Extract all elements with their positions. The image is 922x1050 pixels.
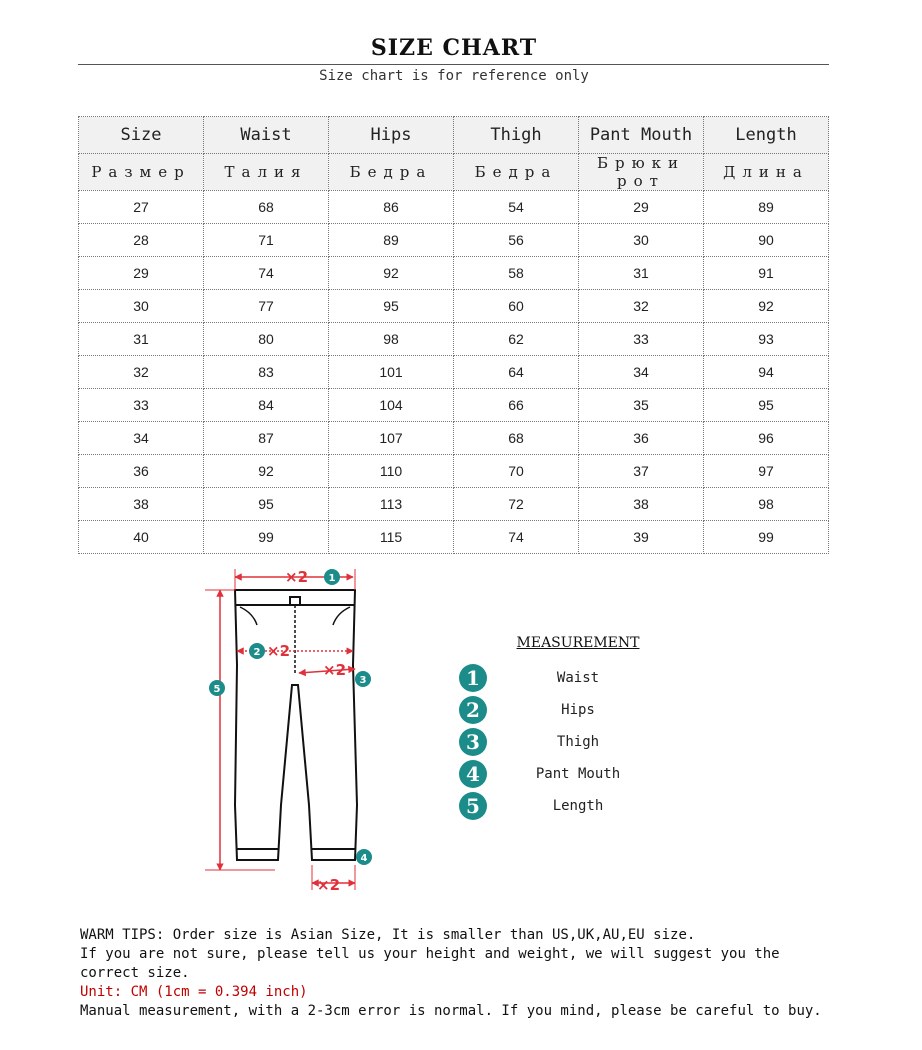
table-cell: 37 xyxy=(579,455,704,488)
legend-item-waist xyxy=(459,664,679,692)
mouth-times2: ×2 xyxy=(317,876,341,894)
badge-1-text: 1 xyxy=(328,573,336,584)
table-cell: 107 xyxy=(329,422,454,455)
title-divider xyxy=(78,64,829,65)
table-cell: 36 xyxy=(579,422,704,455)
table-cell: 32 xyxy=(579,290,704,323)
table-cell: 86 xyxy=(329,191,454,224)
legend-item-pant-mouth xyxy=(459,760,679,788)
table-cell: 35 xyxy=(579,389,704,422)
table-cell: 95 xyxy=(204,488,329,521)
badge-3-text: 3 xyxy=(359,675,367,686)
table-cell: 27 xyxy=(79,191,204,224)
badge-4-icon: 4 xyxy=(459,760,487,788)
table-cell: 74 xyxy=(204,257,329,290)
table-header-ru xyxy=(79,154,829,191)
badge-5 xyxy=(209,680,225,696)
table-cell: 97 xyxy=(704,455,829,488)
legend-label-hips: Hips xyxy=(561,702,595,718)
table-cell: 36 xyxy=(79,455,204,488)
table-cell: 83 xyxy=(204,356,329,389)
pants-outline xyxy=(235,590,357,860)
tip-warm: WARM TIPS: Order size is Asian Size, It is smaller than US,UK,AU,EU size. xyxy=(80,927,696,943)
table-cell: 89 xyxy=(329,224,454,257)
table-row xyxy=(79,257,829,290)
table-cell: 92 xyxy=(704,290,829,323)
table-cell: 92 xyxy=(329,257,454,290)
table-cell: 77 xyxy=(204,290,329,323)
table-cell: 70 xyxy=(454,455,579,488)
table-row xyxy=(79,290,829,323)
table-cell: 110 xyxy=(329,455,454,488)
header-waist-ru: Талия xyxy=(204,154,329,191)
badge-1 xyxy=(324,569,340,585)
table-cell: 74 xyxy=(454,521,579,554)
table-cell: 29 xyxy=(79,257,204,290)
legend-label-thigh: Thigh xyxy=(556,734,600,750)
pants-diagram xyxy=(195,565,395,895)
table-row xyxy=(79,191,829,224)
legend-item-length xyxy=(459,792,679,820)
table-cell: 39 xyxy=(579,521,704,554)
table-cell: 32 xyxy=(79,356,204,389)
legend-label-waist: Waist xyxy=(556,670,600,686)
warm-tips xyxy=(80,926,830,1021)
table-cell: 38 xyxy=(579,488,704,521)
tip-unsure: If you are not sure, please tell us your height and weight, we will suggest you the correct size. xyxy=(80,946,780,981)
table-cell: 95 xyxy=(704,389,829,422)
waist-times2: ×2 xyxy=(285,568,309,586)
thigh-times2: ×2 xyxy=(323,661,347,679)
table-cell: 56 xyxy=(454,224,579,257)
table-cell: 115 xyxy=(329,521,454,554)
table-cell: 34 xyxy=(79,422,204,455)
hips-times2: ×2 xyxy=(267,642,291,660)
table-cell: 31 xyxy=(79,323,204,356)
table-cell: 71 xyxy=(204,224,329,257)
table-cell: 68 xyxy=(204,191,329,224)
page-subtitle: Size chart is for reference only xyxy=(319,68,589,84)
size-table xyxy=(78,116,829,554)
tip-manual: Manual measurement, with a 2-3cm error is normal. If you mind, please be careful to buy. xyxy=(80,1003,822,1019)
table-cell: 94 xyxy=(704,356,829,389)
table-row xyxy=(79,455,829,488)
badge-5-icon: 5 xyxy=(459,792,487,820)
page-title: SIZE CHART xyxy=(370,35,538,61)
table-cell: 60 xyxy=(454,290,579,323)
table-cell: 89 xyxy=(704,191,829,224)
table-cell: 54 xyxy=(454,191,579,224)
table-cell: 33 xyxy=(79,389,204,422)
table-body xyxy=(79,191,829,554)
table-row xyxy=(79,356,829,389)
badge-4-text: 4 xyxy=(360,853,368,864)
table-cell: 92 xyxy=(204,455,329,488)
badge-2 xyxy=(249,643,265,659)
table-row xyxy=(79,224,829,257)
badge-5-text: 5 xyxy=(213,684,221,695)
header-thigh-ru: Бедра xyxy=(454,154,579,191)
table-cell: 30 xyxy=(579,224,704,257)
legend-label-pant-mouth: Pant Mouth xyxy=(535,766,621,782)
table-cell: 40 xyxy=(79,521,204,554)
table-cell: 98 xyxy=(704,488,829,521)
header-waist: Waist xyxy=(204,117,329,154)
table-cell: 72 xyxy=(454,488,579,521)
header-hips: Hips xyxy=(329,117,454,154)
table-cell: 99 xyxy=(704,521,829,554)
table-cell: 66 xyxy=(454,389,579,422)
table-cell: 62 xyxy=(454,323,579,356)
table-cell: 96 xyxy=(704,422,829,455)
badge-2-icon: 2 xyxy=(459,696,487,724)
table-cell: 33 xyxy=(579,323,704,356)
table-cell: 58 xyxy=(454,257,579,290)
table-cell: 101 xyxy=(329,356,454,389)
header-size-ru: Размер xyxy=(79,154,204,191)
header-pant-mouth: Pant Mouth xyxy=(579,117,704,154)
legend-item-thigh xyxy=(459,728,679,756)
table-cell: 38 xyxy=(79,488,204,521)
header-pant-mouth-ru: Брюки рот xyxy=(579,154,704,191)
table-cell: 113 xyxy=(329,488,454,521)
table-cell: 34 xyxy=(579,356,704,389)
table-cell: 98 xyxy=(329,323,454,356)
legend-label-length: Length xyxy=(552,798,604,814)
badge-2-text: 2 xyxy=(253,647,261,658)
table-row xyxy=(79,488,829,521)
header-hips-ru: Бедра xyxy=(329,154,454,191)
header-length: Length xyxy=(704,117,829,154)
table-row xyxy=(79,323,829,356)
header-length-ru: Длина xyxy=(704,154,829,191)
badge-3-icon: 3 xyxy=(459,728,487,756)
table-cell: 68 xyxy=(454,422,579,455)
measurement-lines xyxy=(205,569,355,890)
table-row xyxy=(79,389,829,422)
table-cell: 28 xyxy=(79,224,204,257)
header-size: Size xyxy=(79,117,204,154)
table-cell: 31 xyxy=(579,257,704,290)
table-cell: 90 xyxy=(704,224,829,257)
tip-unit: Unit: CM (1cm = 0.394 inch) xyxy=(80,984,308,1000)
table-cell: 99 xyxy=(204,521,329,554)
table-header-en xyxy=(79,117,829,154)
table-row xyxy=(79,422,829,455)
table-row xyxy=(79,521,829,554)
table-cell: 91 xyxy=(704,257,829,290)
badge-1-icon: 1 xyxy=(459,664,487,692)
badge-4 xyxy=(356,849,372,865)
table-cell: 80 xyxy=(204,323,329,356)
table-cell: 104 xyxy=(329,389,454,422)
badge-3 xyxy=(355,671,371,687)
measurement-title: MEASUREMENT xyxy=(516,635,640,651)
table-cell: 84 xyxy=(204,389,329,422)
table-cell: 95 xyxy=(329,290,454,323)
legend-item-hips xyxy=(459,696,679,724)
table-cell: 64 xyxy=(454,356,579,389)
table-cell: 87 xyxy=(204,422,329,455)
table-cell: 30 xyxy=(79,290,204,323)
table-cell: 29 xyxy=(579,191,704,224)
table-cell: 93 xyxy=(704,323,829,356)
header-thigh: Thigh xyxy=(454,117,579,154)
